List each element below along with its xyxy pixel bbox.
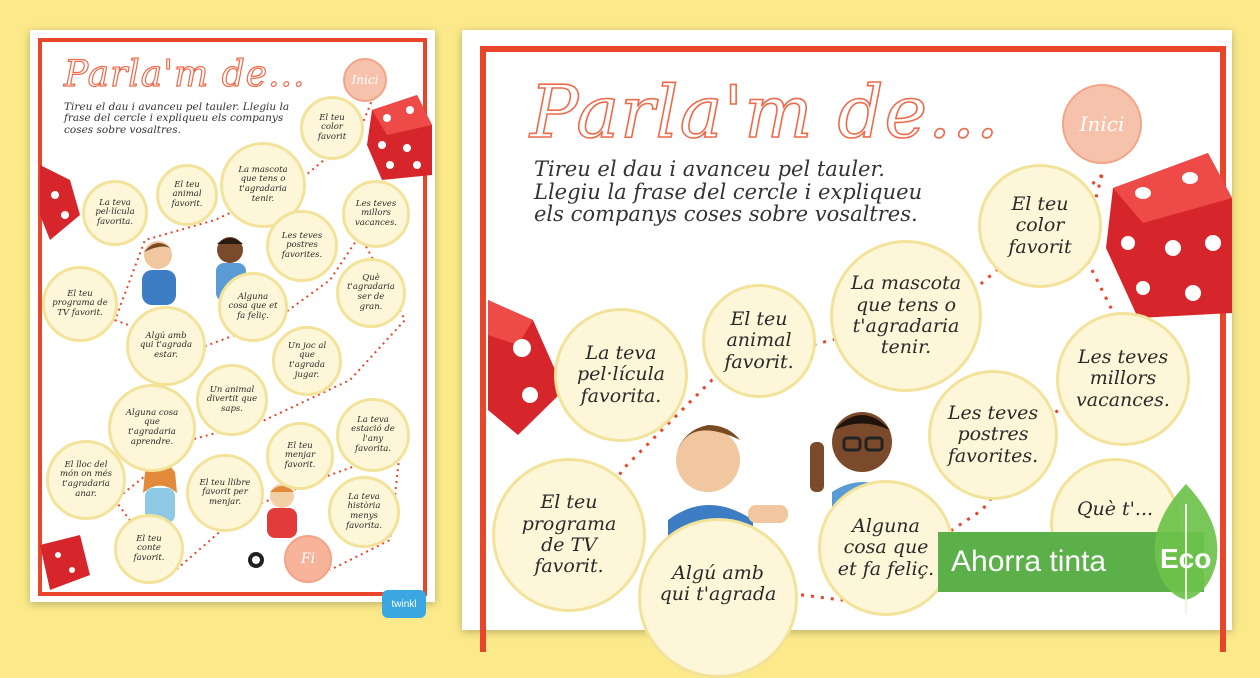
board-circle: El teu programa de TV favorit. bbox=[42, 266, 118, 342]
board-circle: El teu menjar favorit. bbox=[266, 422, 334, 490]
board-circle: Un joc al que t'agrada jugar. bbox=[272, 326, 342, 396]
board-circle: Les teves millors vacances. bbox=[342, 180, 410, 248]
eco-label: Eco bbox=[1160, 543, 1212, 574]
board-circle: La mascota que tens o t'agradaria tenir. bbox=[830, 240, 982, 392]
dice-icon bbox=[40, 535, 90, 595]
board-circle: Les teves postres favorites. bbox=[266, 210, 338, 282]
dice-icon bbox=[1098, 148, 1232, 318]
left-end-circle: Fi bbox=[284, 535, 332, 583]
board-circle: El teu animal favorit. bbox=[156, 164, 218, 226]
board-circle: Algú amb qui t'agrada estar. bbox=[126, 306, 206, 386]
left-start-circle: Inici bbox=[343, 58, 387, 102]
left-title: Parla'm de... bbox=[64, 54, 306, 95]
left-instructions: Tireu el dau i avanceu pel tauler. Llegiu la frase del cercle i expliqueu els companys coses sobre vosaltres. bbox=[64, 101, 290, 136]
board-circle: Algú amb qui t'agrada bbox=[638, 518, 798, 678]
board-circle: La teva estació de l'any favorita. bbox=[336, 398, 410, 472]
right-instructions: Tireu el dau i avanceu pel tauler. Llegiu la frase del cercle i expliqueu els companys coses sobre vosaltres. bbox=[534, 157, 923, 227]
board-circle: El teu animal favorit. bbox=[702, 284, 816, 398]
board-circle: Un animal divertit que saps. bbox=[196, 364, 268, 436]
board-circle: Alguna cosa que et fa feliç. bbox=[818, 480, 954, 616]
board-circle: El teu programa de TV favorit. bbox=[492, 458, 646, 612]
board-circle: Què t'agradaria ser de gran. bbox=[336, 258, 406, 328]
board-circle: El teu color favorit bbox=[300, 96, 364, 160]
dice-icon bbox=[488, 290, 564, 440]
board-circle: El teu conte favorit. bbox=[114, 514, 184, 584]
left-poster[interactable] bbox=[30, 30, 435, 610]
board-circle: Les teves millors vacances. bbox=[1056, 312, 1190, 446]
board-circle: La teva pel·lícula favorita. bbox=[82, 180, 148, 246]
board-circle: Alguna cosa que t'agradaria aprendre. bbox=[108, 384, 196, 472]
board-circle: El teu llibre favorit per menjar. bbox=[186, 454, 264, 532]
right-start-circle: Inici bbox=[1062, 84, 1142, 164]
board-circle: La mascota que tens o t'agradaria tenir. bbox=[220, 142, 306, 228]
twinkl-logo: twinkl bbox=[382, 590, 426, 618]
dice-icon bbox=[40, 155, 82, 245]
right-title: Parla'm de... bbox=[530, 70, 1000, 154]
dice-icon bbox=[362, 90, 432, 180]
board-circle: El lloc del món on més t'agradaria anar. bbox=[46, 440, 126, 520]
board-circle: Què t'... bbox=[1050, 458, 1180, 588]
board-circle: La teva història menys favorita. bbox=[328, 476, 400, 548]
board-circle: El teu color favorit bbox=[978, 164, 1102, 288]
board-circle: Alguna cosa que et fa feliç. bbox=[218, 272, 288, 342]
board-circle: La teva pel·lícula favorita. bbox=[554, 308, 688, 442]
board-circle: Les teves postres favorites. bbox=[928, 370, 1058, 500]
eco-badge-text: Ahorra tinta bbox=[951, 545, 1107, 578]
